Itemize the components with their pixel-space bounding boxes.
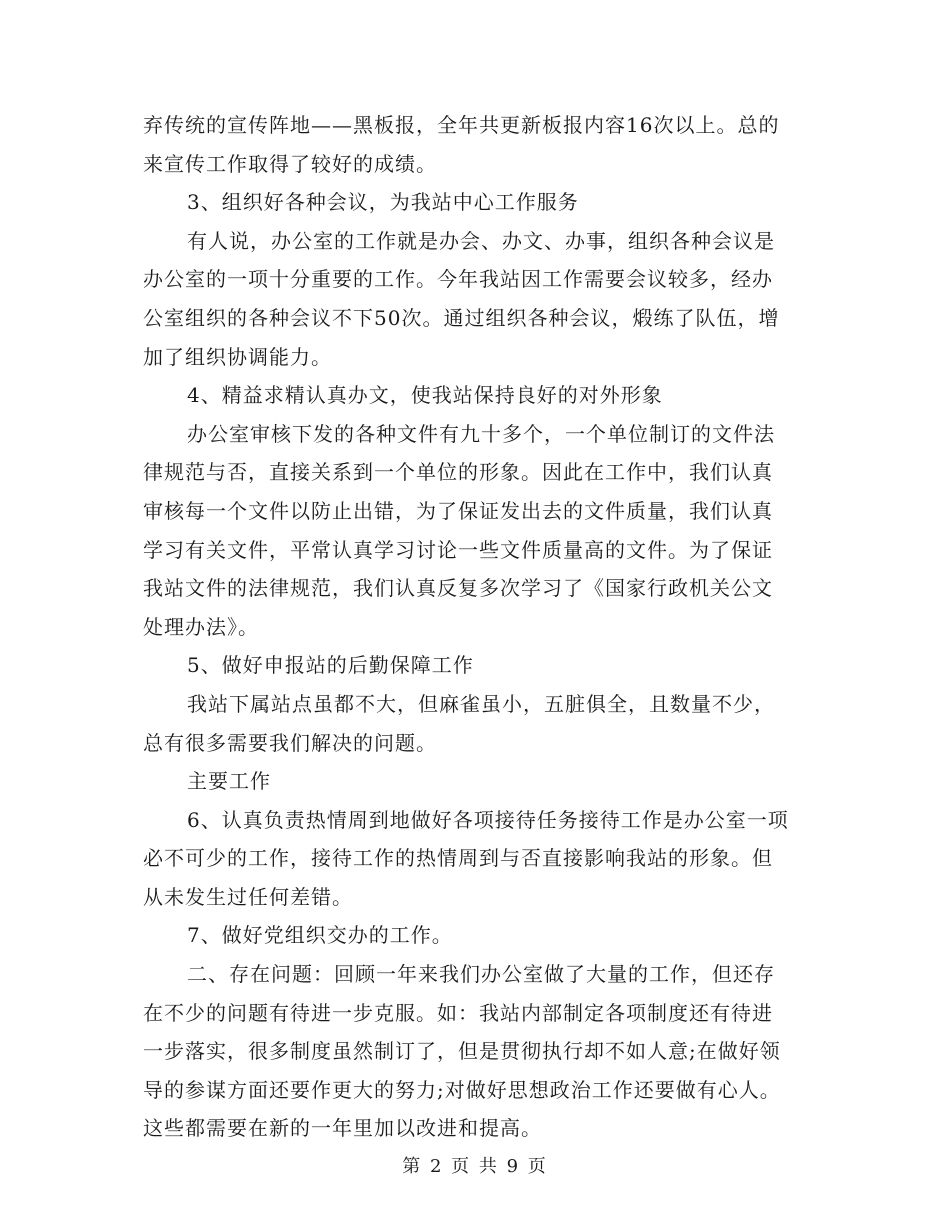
text-line: 7、做好党组织交办的工作。 — [187, 923, 453, 948]
text-line: 办公室审核下发的各种文件有九十多个，一个单位制订的文件法 — [187, 421, 775, 446]
document-body — [143, 106, 811, 1148]
text-line: 在不少的问题有待进一步克服。如：我站内部制定各项制度还有待进 — [143, 1000, 773, 1025]
text-line: 来宣传工作取得了较好的成绩。 — [143, 151, 437, 176]
text-line: 弃传统的宣传阵地——黑板报，全年共更新板报内容16次以上。总的 — [143, 113, 780, 137]
text-line: 审核每一个文件以防止出错，为了保证发出去的文件质量，我们认真 — [143, 498, 773, 523]
text-line: 这些都需要在新的一年里加以改进和提高。 — [143, 1116, 542, 1141]
text-line: 5、做好申报站的后勤保障工作 — [187, 653, 474, 678]
text-line: 学习有关文件，平常认真学习讨论一些文件质量高的文件。为了保证 — [143, 537, 773, 562]
text-line: 一步落实，很多制度虽然制订了，但是贯彻执行却不如人意;在做好领 — [143, 1039, 781, 1064]
text-line: 6、认真负责热情周到地做好各项接待任务接待工作是办公室一项 — [187, 807, 789, 832]
text-line: 总有很多需要我们解决的问题。 — [143, 730, 437, 755]
text-line: 从未发生过任何差错。 — [143, 884, 353, 909]
text-line: 加了组织协调能力。 — [143, 344, 332, 369]
text-line: 办公室的一项十分重要的工作。今年我站因工作需要会议较多，经办 — [143, 267, 773, 292]
page-number-footer: 第 2 页 共 9 页 — [402, 1156, 548, 1177]
text-line: 我站文件的法律规范，我们认真反复多次学习了《国家行政机关公文 — [143, 576, 773, 601]
text-line: 二、存在问题：回顾一年来我们办公室做了大量的工作，但还存 — [187, 962, 775, 987]
text-line: 律规范与否，直接关系到一个单位的形象。因此在工作中，我们认真 — [143, 460, 773, 485]
text-line: 我站下属站点虽都不大，但麻雀虽小，五脏俱全，且数量不少， — [187, 691, 775, 716]
text-line: 3、组织好各种会议，为我站中心工作服务 — [187, 190, 579, 215]
text-line: 公室组织的各种会议不下50次。通过组织各种会议，煅练了队伍，增 — [143, 305, 780, 330]
text-line: 4、精益求精认真办文，使我站保持良好的对外形象 — [187, 383, 663, 408]
text-line: 必不可少的工作，接待工作的热情周到与否直接影响我站的形象。但 — [143, 846, 773, 871]
text-line: 主要工作 — [187, 769, 271, 794]
text-line: 有人说，办公室的工作就是办会、办文、办事，组织各种会议是 — [187, 228, 775, 253]
text-line: 导的参谋方面还要作更大的努力;对做好思想政治工作还要做有心人。 — [143, 1077, 781, 1102]
text-line: 处理办法》。 — [143, 614, 259, 639]
